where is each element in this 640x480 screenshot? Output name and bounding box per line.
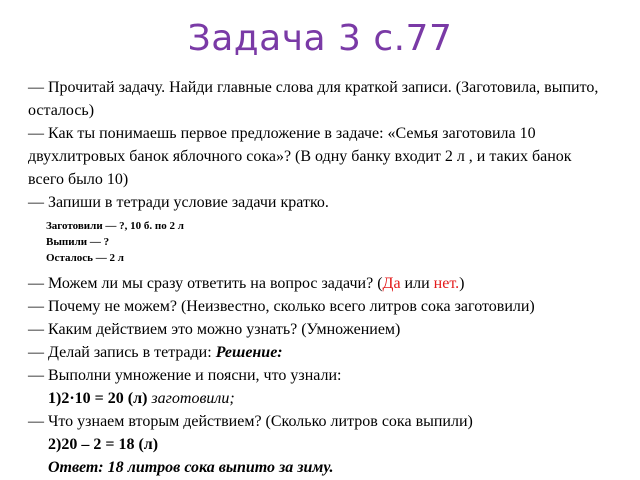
answer-line: Ответ: 18 литров сока выпито за зиму. — [48, 459, 334, 476]
short-record-line-3: Осталось — 2 л — [46, 252, 124, 264]
text-line-7: — Почему не можем? (Неизвестно, сколько всего литров сока заготовили) — [28, 298, 535, 315]
text-line-1: — Прочитай задачу. Найди главные слова для краткой записи. (Заготовила, выпито, — [28, 79, 599, 96]
task-text — [28, 76, 618, 479]
text-line-5: всего было 10) — [28, 171, 129, 188]
question-or: или — [400, 275, 434, 292]
step-1-expression: 1)2·10 = 20 (л) — [48, 390, 148, 407]
step-2 — [28, 433, 618, 456]
page-title: Задача 3 с.77 — [187, 18, 453, 59]
text-line-2: осталось) — [28, 102, 95, 119]
text-line-6: — Запиши в тетради условие задачи кратко. — [28, 194, 329, 211]
answer-yes: Да — [382, 275, 401, 292]
text-line-8: — Каким действием это можно узнать? (Умножением) — [28, 321, 401, 338]
question-line — [28, 272, 618, 295]
text-line-9: — Выполни умножение и поясни, что узнали: — [28, 367, 342, 384]
short-record-line-2: Выпили — ? — [46, 236, 110, 248]
short-record-line-1: Заготовили — ?, 10 б. по 2 л — [46, 220, 184, 232]
question-suffix: ) — [459, 275, 465, 292]
question-prefix: — Можем ли мы сразу ответить на вопрос задачи? ( — [28, 275, 383, 292]
record-prefix: — Делай запись в тетради: — [28, 344, 216, 361]
step-1-note: заготовили; — [147, 390, 235, 407]
text-line-10: — Что узнаем вторым действием? (Сколько литров сока выпили) — [28, 413, 473, 430]
text-line-3: — Как ты понимаешь первое предложение в задаче: «Семья заготовила 10 — [28, 125, 536, 142]
step-1 — [28, 387, 618, 410]
answer-no: нет. — [433, 275, 460, 292]
record-line — [28, 341, 618, 364]
text-line-4: двухлитровых банок яблочного сока»? (В одну банку входит 2 л , и таких банок — [28, 148, 572, 165]
step-2-expression: 2)20 – 2 = 18 (л) — [48, 436, 159, 453]
solution-label: Решение: — [215, 344, 283, 361]
